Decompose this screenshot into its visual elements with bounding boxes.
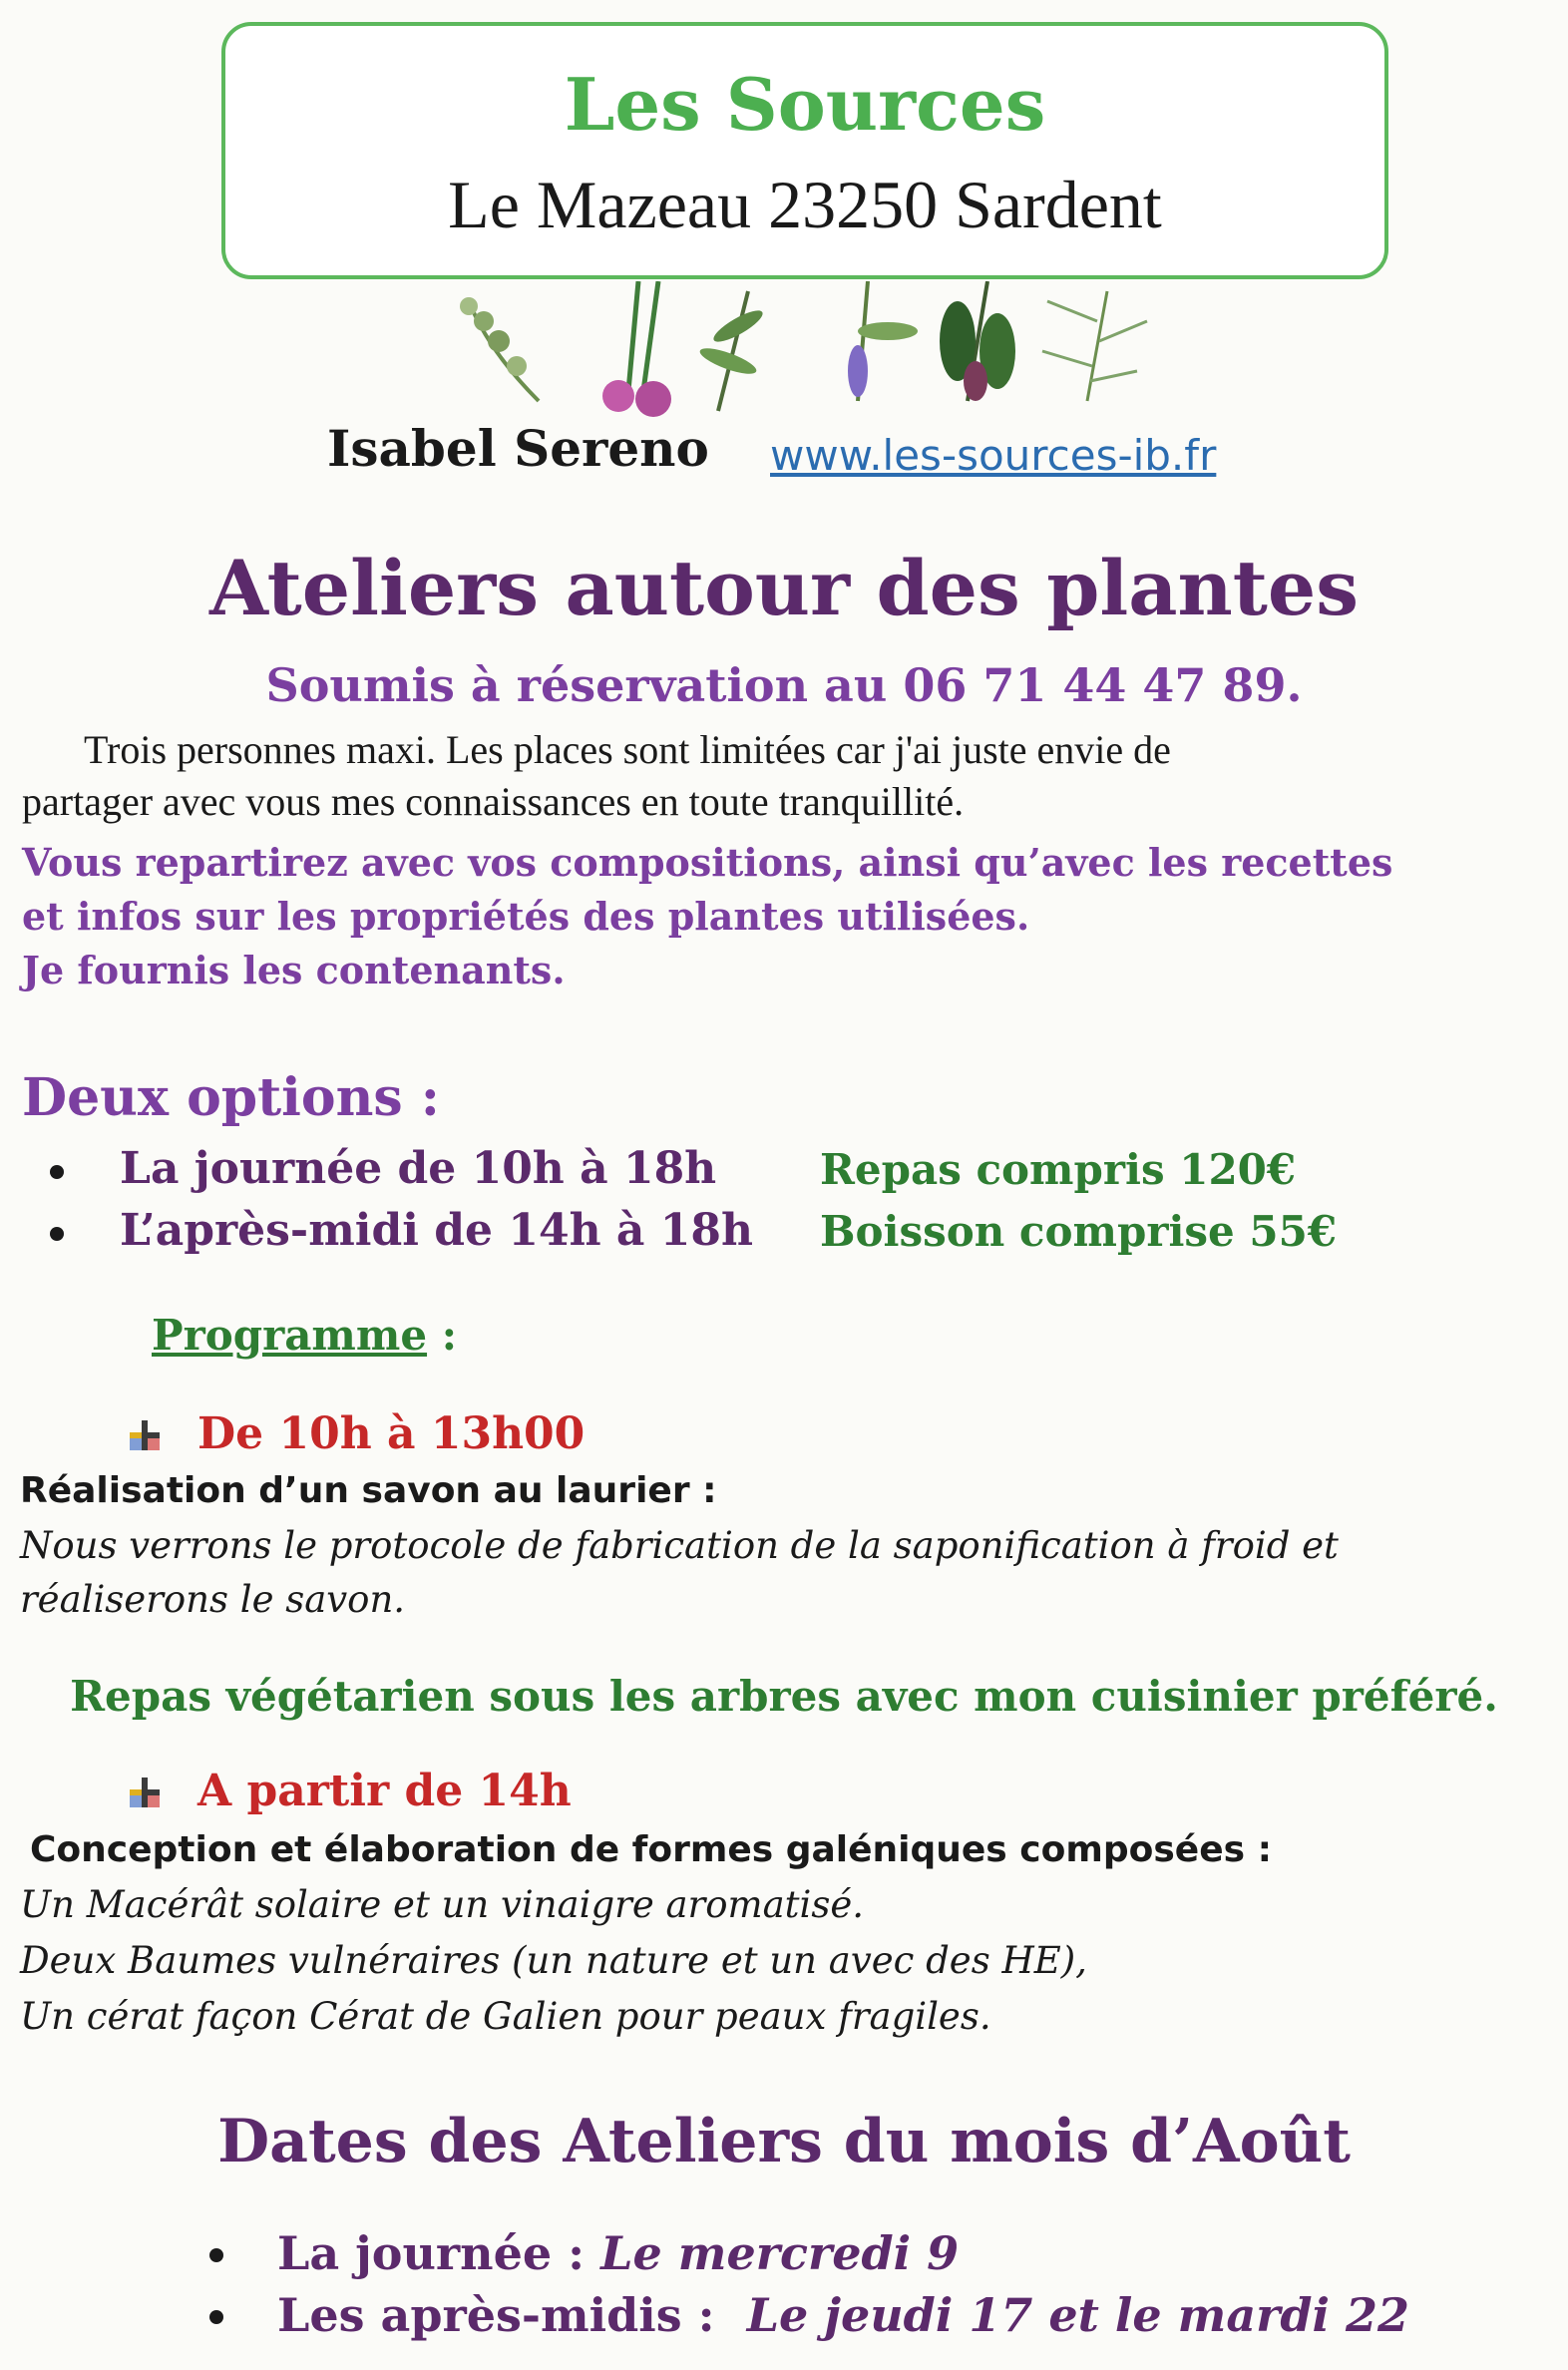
brand-name: Les Sources xyxy=(564,62,1046,147)
reservation-info: Soumis à réservation au 06 71 44 47 89. xyxy=(265,658,1303,712)
date-label: La journée : xyxy=(277,2226,601,2280)
option-price: Repas compris 120€ xyxy=(820,1145,1297,1194)
header-box xyxy=(221,22,1388,279)
website-link[interactable]: www.les-sources-ib.fr xyxy=(770,431,1217,480)
date-item xyxy=(277,2226,959,2280)
herb-sprig-rosemary xyxy=(697,291,766,411)
herbs-illustration xyxy=(429,281,1227,421)
bullet xyxy=(209,2248,223,2262)
herb-sprig-lavender xyxy=(848,281,918,401)
slot-line: Un cérat façon Cérat de Galien pour peaux fragiles. xyxy=(20,1995,991,2038)
owner-name: Isabel Sereno xyxy=(327,419,709,478)
programme-colon: : xyxy=(427,1311,458,1360)
info-line: Vous repartirez avec vos compositions, ainsi qu’avec les recettes xyxy=(22,840,1393,885)
option-label: L’après-midi de 14h à 18h xyxy=(120,1205,753,1256)
herb-sprig-sage xyxy=(940,281,1015,401)
dates-title: Dates des Ateliers du mois d’Août xyxy=(217,2107,1351,2176)
bullet xyxy=(50,1227,64,1241)
date-value: Le mercredi 9 xyxy=(600,2226,960,2280)
herb-sprig-fennel xyxy=(1042,291,1147,401)
cross-bullet-icon xyxy=(128,1776,162,1809)
info-line: et infos sur les propriétés des plantes utilisées. xyxy=(22,894,1030,939)
slot-line: réaliserons le savon. xyxy=(20,1578,406,1621)
slot-time: De 10h à 13h00 xyxy=(197,1408,586,1459)
option-price: Boisson comprise 55€ xyxy=(820,1207,1338,1256)
bullet xyxy=(50,1165,64,1179)
slot-heading: Conception et élaboration de formes galéniques composées : xyxy=(30,1829,1272,1870)
bullet xyxy=(209,2310,223,2324)
herb-sprig-thyme xyxy=(460,297,539,401)
slot-line: Nous verrons le protocole de fabrication de la saponification à froid et xyxy=(20,1524,1339,1567)
date-label: Les après-midis : xyxy=(277,2288,747,2342)
address: Le Mazeau 23250 Sardent xyxy=(448,167,1162,242)
page-title: Ateliers autour des plantes xyxy=(208,544,1360,632)
programme-label: Programme xyxy=(152,1311,428,1360)
option-label: La journée de 10h à 18h xyxy=(120,1143,717,1194)
programme-heading xyxy=(152,1311,457,1360)
intro-line: partager avec vous mes connaissances en toute tranquillité. xyxy=(22,779,965,824)
slot-line: Deux Baumes vulnéraires (un nature et un avec des HE), xyxy=(20,1939,1087,1982)
info-line: Je fournis les contenants. xyxy=(22,948,566,992)
intro-line: Trois personnes maxi. Les places sont limitées car j'ai juste envie de xyxy=(84,727,1171,772)
slot-line: Un Macérât solaire et un vinaigre aromatisé. xyxy=(20,1883,864,1926)
slot-heading: Réalisation d’un savon au laurier : xyxy=(20,1470,717,1511)
meal-note: Repas végétarien sous les arbres avec mon cuisinier préféré. xyxy=(70,1672,1498,1721)
slot-time: A partir de 14h xyxy=(197,1766,572,1816)
herb-sprig-chives xyxy=(602,281,671,417)
date-item xyxy=(277,2288,1409,2342)
options-title: Deux options : xyxy=(22,1067,440,1128)
date-value: Le jeudi 17 et le mardi 22 xyxy=(746,2288,1410,2342)
cross-bullet-icon xyxy=(128,1418,162,1452)
